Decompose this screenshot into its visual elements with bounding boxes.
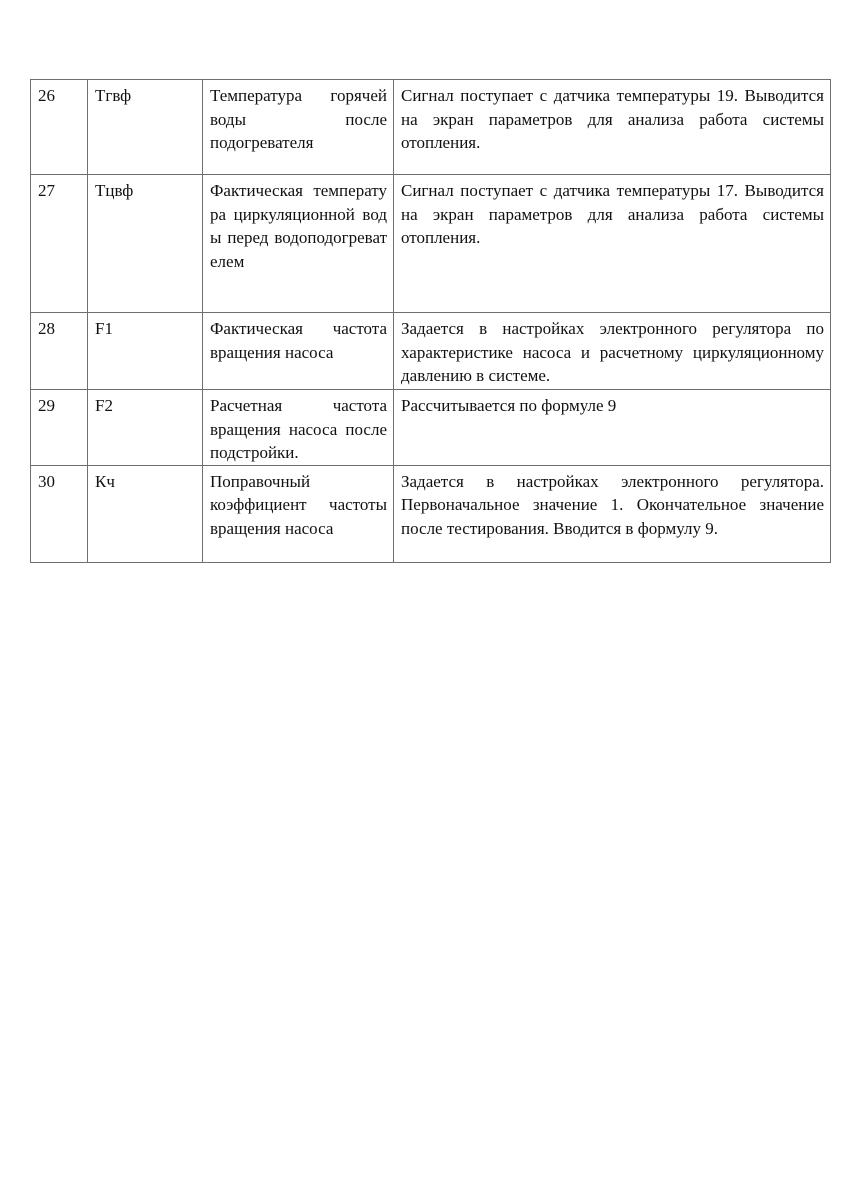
table-row [31,175,831,313]
parameter-code: F1 [88,313,203,390]
parameter-name: Фактическая температура циркуляционной воды перед водоподогревателем [203,175,394,313]
table-row [31,465,831,562]
parameter-description: Сигнал поступает с датчика температуры 17. Выводится на экран параметров для анализа работа системы отопления. [394,175,831,313]
row-number: 30 [31,465,88,562]
parameters-table [30,79,831,563]
parameter-name: Фактическая частота вращения насоса [203,313,394,390]
parameter-description: Рассчитывается по формуле 9 [394,390,831,466]
row-number: 26 [31,80,88,175]
row-number: 27 [31,175,88,313]
parameter-name: Температура горячей воды после подогревателя [203,80,394,175]
parameter-name: Расчетная частота вращения насоса после подстройки. [203,390,394,466]
parameter-name: Поправочный коэффициент частоты вращения насоса [203,465,394,562]
parameter-code: Кч [88,465,203,562]
row-number: 28 [31,313,88,390]
parameter-code: Tгвф [88,80,203,175]
table-row [31,390,831,466]
parameter-description: Задается в настройках электронного регулятора по характеристике насоса и расчетному циркуляционному давлению в системе. [394,313,831,390]
parameter-description: Сигнал поступает с датчика температуры 19. Выводится на экран параметров для анализа работа системы отопления. [394,80,831,175]
parameter-code: F2 [88,390,203,466]
table-row [31,80,831,175]
table-row [31,313,831,390]
row-number: 29 [31,390,88,466]
parameter-description: Задается в настройках электронного регулятора. Первоначальное значение 1. Окончательное значение после тестирования. Вводится в формулу 9. [394,465,831,562]
parameter-code: Tцвф [88,175,203,313]
